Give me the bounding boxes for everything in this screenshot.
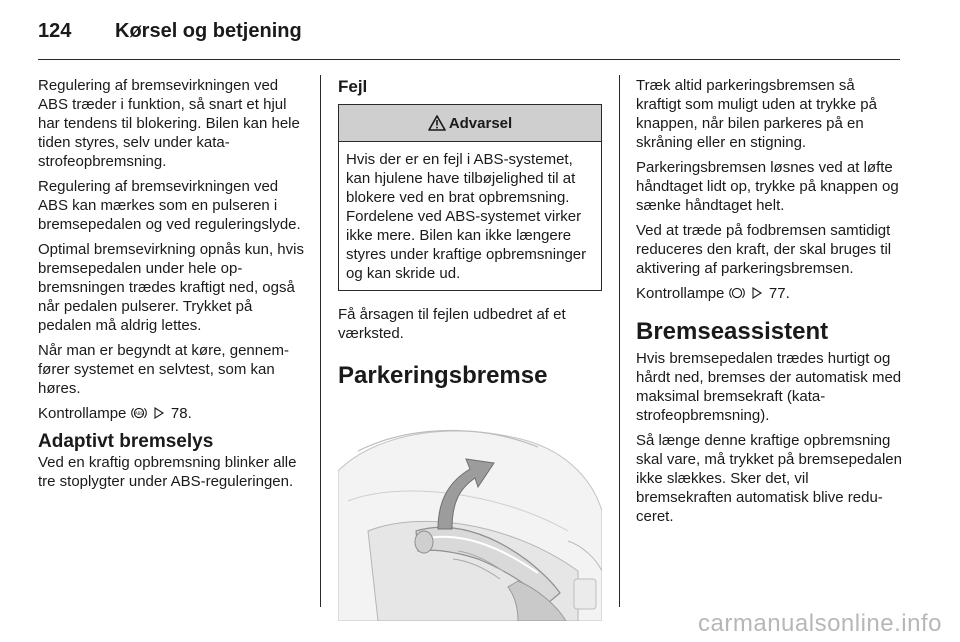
paragraph: Parkeringsbremsen løsnes ved at løfte håndtaget lidt op, trykke på knappen og sænke håndtaget helt. xyxy=(636,159,899,214)
paragraph: Hvis bremsepedalen trædes hurtigt og hårdt ned, bremses der automatisk med maksimal bremsekraft (katastrofeopbremsning). xyxy=(636,350,902,424)
reference-label: Kontrollampe xyxy=(636,285,725,302)
paragraph: Regulering af bremsevirkningen ved ABS kan mærkes som en pulseren i bremsepedalen og ved reguleringslyde. xyxy=(38,178,301,233)
paragraph-reference xyxy=(636,284,902,303)
paragraph: Ved at træde på fodbremsen samtidigt reduceres den kraft, der skal bruges til aktivering af parkeringsbremsen. xyxy=(636,222,892,277)
section-heading: Bremseassistent xyxy=(636,318,829,345)
warning-title: Advarsel xyxy=(448,114,513,132)
abs-warning-lamp-icon xyxy=(131,405,147,421)
section-heading: Adaptivt bremselys xyxy=(38,431,214,452)
svg-text:ABS: ABS xyxy=(134,411,143,416)
reference-label: Kontrollampe xyxy=(38,405,127,422)
page-header xyxy=(38,18,900,60)
watermark: carmanualsonline.info xyxy=(698,610,942,637)
paragraph-reference xyxy=(38,404,304,423)
parking-brake-illustration xyxy=(338,411,602,621)
warning-triangle-icon xyxy=(428,115,446,131)
column-divider xyxy=(320,75,321,607)
reference-page: 78. xyxy=(170,405,192,422)
paragraph: Regulering af bremsevirkningen ved ABS træder i funktion, så snart et hjul har tendens til blokering. Bilen kan hele tiden styres, selv under katastrofeopbremsning. xyxy=(38,77,300,170)
column-middle xyxy=(338,76,602,626)
page-number: 124 xyxy=(38,20,72,42)
page-reference-arrow-icon xyxy=(151,405,167,421)
paragraph: Så længe denne kraftige opbremsning skal vare, må trykket på bremsepedalen ikke slækkes. Sker det, vil bremsekraften automatisk blive reduceret. xyxy=(636,432,902,525)
brake-warning-lamp-icon xyxy=(729,285,745,301)
column-right xyxy=(636,76,902,532)
column-left xyxy=(38,76,304,497)
paragraph: Få årsagen til fejlen udbedret af et værksted. xyxy=(338,306,566,342)
section-heading: Parkeringsbremse xyxy=(338,362,548,389)
paragraph: Træk altid parkeringsbremsen så kraftigt som muligt uden at trykke på knappen, når bilen parkeres på en skråning eller en stigning. xyxy=(636,77,877,151)
paragraph: Ved en kraftig opbremsning blinker alle tre stoplygter under ABS-reguleringen. xyxy=(38,454,297,490)
section-heading: Fejl xyxy=(338,77,368,96)
paragraph: Når man er begyndt at køre, gennemfører systemet en selvtest, som kan høres. xyxy=(38,342,289,397)
reference-page: 77. xyxy=(768,285,790,302)
paragraph: Optimal bremsevirkning opnås kun, hvis bremsepedalen under hele opbremsningen trædes kraftigt ned, også når pedalen pulserer. Trykket på pedalen må aldrig lettes. xyxy=(38,241,304,334)
warning-box xyxy=(338,104,602,291)
page-reference-arrow-icon xyxy=(749,285,765,301)
page-title: Kørsel og betjening xyxy=(115,20,302,42)
warning-text: Hvis der er en fejl i ABS-systemet, kan hjulene have tilbøjelighed til at blokere ved en brat opbremsning. Fordelene ved ABS-systemet virker ikke mere. Bilen kan ikke længere styres under kraftige opbremsninger og kan skride ud. xyxy=(346,151,587,282)
warning-header xyxy=(339,105,601,142)
column-divider xyxy=(619,75,620,607)
